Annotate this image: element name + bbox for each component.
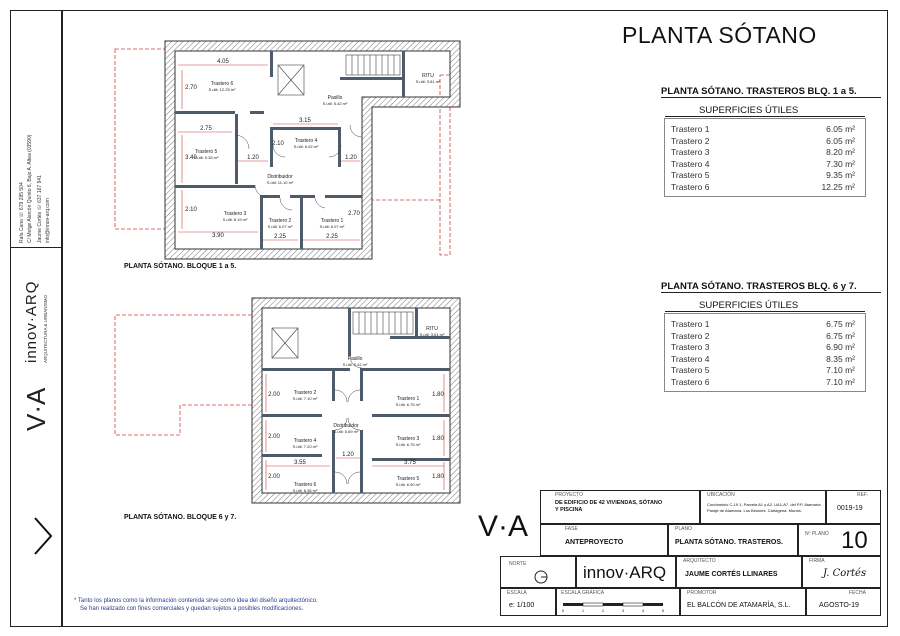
plano-label: PLANO xyxy=(675,526,692,532)
table-row xyxy=(671,377,855,388)
row-name: Trastero 2 xyxy=(671,330,710,341)
sidebar-divider xyxy=(11,247,61,248)
row-name: Trastero 4 xyxy=(671,353,710,364)
table-row xyxy=(671,159,855,170)
row-value: 8.20 m² xyxy=(826,147,855,157)
row-value: 8.35 m² xyxy=(826,353,855,364)
sidebar-contact-3: Jaume Cortés ☏ 637 167 941 xyxy=(37,175,43,243)
scale-tick-label: 2 xyxy=(601,608,605,613)
block2-section-title: PLANTA SÓTANO. TRASTEROS BLQ. 6 y 7. xyxy=(661,281,857,292)
page-title: PLANTA SÓTANO xyxy=(622,22,817,48)
room-area: S.útil: 6.90 m² xyxy=(395,482,421,487)
stair-icon xyxy=(346,55,400,75)
scale-tick-label: 4 xyxy=(641,608,645,613)
fase-label: FASE xyxy=(565,526,578,532)
escala-grafica-cell xyxy=(556,588,680,616)
row-name: Trastero 2 xyxy=(671,135,710,146)
firma-signature: J. Cortés xyxy=(823,568,867,579)
sidebar-panel xyxy=(10,10,62,627)
ref-value: 0019-19 xyxy=(837,505,863,512)
row-value: 7.10 m² xyxy=(826,376,855,387)
room-area: S.útil: 6.75 m² xyxy=(395,442,421,447)
sidebar-contact-2: C/ Metge Alarcón Quinto 6, Bajo A. Altea (03590) xyxy=(27,134,33,243)
table-row xyxy=(671,147,855,158)
row-name: Trastero 5 xyxy=(671,170,710,180)
dim-label: 3.15 xyxy=(299,118,311,124)
proyecto-cell xyxy=(540,490,700,524)
ubicacion-label: UBICACIÓN xyxy=(707,492,735,498)
ref-cell xyxy=(826,490,881,524)
proyecto-line2: Y PISCINA xyxy=(555,507,583,513)
room-area: S.útil: 8.19 m² xyxy=(222,217,248,222)
promotor-cell xyxy=(680,588,806,616)
scale-tick-label: 3 xyxy=(621,608,625,613)
room-name: RITU xyxy=(426,326,438,332)
ref-label: REF. xyxy=(857,492,868,498)
escala-value: e: 1/100 xyxy=(509,602,535,609)
stair-icon xyxy=(353,312,413,334)
plano-value: PLANTA SÓTANO. TRASTEROS. xyxy=(675,539,783,546)
room-area: S.útil: 6.75 m² xyxy=(395,402,421,407)
dim-label: 1.20 xyxy=(342,452,354,458)
room-area: S.útil: 3.61 m² xyxy=(415,79,441,84)
block2-title-rule xyxy=(661,292,881,293)
room-area: S.útil: 5.69 m² xyxy=(333,429,359,434)
norte-cell xyxy=(500,556,576,588)
arquitecto-label: ARQUITECTO xyxy=(683,558,716,564)
door-swing-icon xyxy=(335,356,362,484)
room-name: Trastero 5 xyxy=(396,476,420,482)
row-name: Trastero 3 xyxy=(671,342,710,352)
row-value: 7.10 m² xyxy=(826,365,855,375)
sidebar-contact-4: info@innov-arq.com xyxy=(45,198,51,243)
dim-label: 2.25 xyxy=(326,234,338,240)
escala-label: ESCALA xyxy=(507,590,527,596)
dim-label: 1.20 xyxy=(345,155,357,161)
dim-label: 2.00 xyxy=(268,434,280,440)
room-area: S.útil: 12.25 m² xyxy=(208,87,236,92)
row-name: Trastero 1 xyxy=(671,124,710,134)
sidebar-brand-tag: ARQUITECTURA & URBANISMO xyxy=(43,294,48,363)
row-value: 7.30 m² xyxy=(826,158,855,169)
dim-label: 2.10 xyxy=(185,207,197,213)
room-area: S.útil: 7.20 m² xyxy=(292,444,318,449)
dim-label: 2.70 xyxy=(185,85,197,91)
row-value: 6.05 m² xyxy=(826,124,855,134)
dim-label: 4.05 xyxy=(217,59,229,65)
ubicacion-line1: Condominio C-19.1, Parcela A1 y A2. UA1-A7. del P.P. Atamaría. xyxy=(707,502,822,507)
fecha-label: FECHA xyxy=(849,590,866,596)
block1-table-title-rule xyxy=(665,116,865,117)
table-row xyxy=(671,170,855,181)
row-value: 6.90 m² xyxy=(826,342,855,352)
sidebar-contact-1: Rafa Cano ☏ 679 285 504 xyxy=(19,182,25,243)
table-row xyxy=(671,319,855,330)
room-name: Trastero 2 xyxy=(268,218,292,224)
row-value: 6.05 m² xyxy=(826,135,855,146)
proyecto-line1: DE EDIFICIO DE 42 VIVIENDAS, SÓTANO xyxy=(555,500,663,506)
dim-label: 1.80 xyxy=(432,436,444,442)
sidebar-chevron-mark xyxy=(31,516,57,556)
block1-title-rule xyxy=(661,97,881,98)
title-block-logo: V·A xyxy=(478,510,529,543)
escala-cell xyxy=(500,588,556,616)
room-name: Pasillo xyxy=(347,356,363,362)
table-row xyxy=(671,182,855,193)
room-area: S.útil: 7.10 m² xyxy=(292,396,318,401)
room-area: S.útil: 3.61 m² xyxy=(419,332,445,337)
table-row xyxy=(671,365,855,376)
fase-value: ANTEPROYECTO xyxy=(565,539,624,546)
promotor-value: EL BALCÓN DE ATAMARÍA, S.L. xyxy=(687,602,791,609)
room-name: Trastero 4 xyxy=(293,438,317,444)
room-area: S.útil: 5.42 m² xyxy=(322,101,348,106)
room-area: S.útil: 5.42 m² xyxy=(342,362,368,367)
row-name: Trastero 6 xyxy=(671,376,710,387)
dim-label: 3.40 xyxy=(185,155,197,161)
dim-label: 1.20 xyxy=(247,155,259,161)
row-name: Trastero 4 xyxy=(671,158,710,169)
table-row xyxy=(671,354,855,365)
disclaimer-note-line2: Se han realizado con fines comerciales y quedan sujetos a posibles modificaciones. xyxy=(80,606,304,612)
scale-tick-label: 5 xyxy=(661,608,665,613)
nplano-value: 10 xyxy=(841,527,868,554)
room-name: Trastero 6 xyxy=(293,482,317,488)
row-name: Trastero 6 xyxy=(671,181,710,192)
dim-label: 3.75 xyxy=(404,460,416,466)
room-area: S.útil: 6.07 m² xyxy=(267,224,293,229)
fecha-value: AGOSTO-19 xyxy=(819,602,859,609)
dim-label: 3.55 xyxy=(294,460,306,466)
scale-tick-label: 1 xyxy=(581,608,585,613)
row-value: 9.35 m² xyxy=(826,170,855,180)
fase-cell xyxy=(540,524,668,556)
room-name: Trastero 4 xyxy=(294,138,318,144)
row-value: 6.75 m² xyxy=(826,330,855,341)
arquitecto-value: JAUME CORTÉS LLINARES xyxy=(685,571,778,578)
arquitecto-cell xyxy=(676,556,802,588)
block2-surface-table xyxy=(664,313,866,392)
room-area: S.útil: 8.36 m² xyxy=(292,488,318,493)
row-name: Trastero 3 xyxy=(671,147,710,157)
row-name: Trastero 5 xyxy=(671,365,710,375)
red-outline xyxy=(115,315,252,435)
ubicacion-line2: Paraje de Atamaría. Los Belones. Cartagena. Murcia. xyxy=(707,508,802,513)
block2-table-title: SUPERFICIES ÚTILES xyxy=(699,300,799,311)
elevator-icon xyxy=(278,65,304,95)
dim-label: 2.00 xyxy=(268,474,280,480)
sidebar-brand: innov·ARQ xyxy=(23,280,40,363)
brand-cell xyxy=(576,556,676,588)
dim-label: 2.75 xyxy=(200,126,212,132)
room-name: Trastero 6 xyxy=(210,81,234,87)
block2-table-title-rule xyxy=(665,311,865,312)
room-area: S.útil: 6.02 m² xyxy=(293,144,319,149)
room-name: Distribuidor xyxy=(267,174,293,180)
row-value: 6.75 m² xyxy=(826,319,855,329)
dim-label: 2.70 xyxy=(348,211,360,217)
row-value: 12.25 m² xyxy=(821,181,855,192)
room-name: Pasillo xyxy=(327,95,343,101)
table-row xyxy=(671,342,855,353)
elevator-icon xyxy=(272,328,298,358)
room-name: Trastero 3 xyxy=(396,436,420,442)
north-arrow-icon xyxy=(533,569,549,585)
room-name: Distribuidor xyxy=(333,423,359,429)
promotor-label: PROMOTOR xyxy=(687,590,717,596)
table-row xyxy=(671,331,855,342)
sidebar-logo: V·A xyxy=(21,387,51,431)
room-area: S.útil: 6.07 m² xyxy=(319,224,345,229)
room-name: RITU xyxy=(422,73,434,79)
proyecto-label: PROYECTO xyxy=(555,492,583,498)
block1-table-title: SUPERFICIES ÚTILES xyxy=(699,105,799,116)
room-name: Trastero 1 xyxy=(320,218,344,224)
floor-plan-block1 xyxy=(110,35,455,270)
disclaimer-note-line1: * Tanto los planos como la información contenida sirve como idea del diseño arquitectónico. xyxy=(74,598,318,604)
room-name: Trastero 3 xyxy=(223,211,247,217)
room-name: Trastero 1 xyxy=(396,396,420,402)
dim-label: 2.25 xyxy=(274,234,286,240)
escala-grafica-label: ESCALA GRÁFICA xyxy=(561,590,605,596)
dim-label: 2.00 xyxy=(268,392,280,398)
block1-surface-table xyxy=(664,118,866,197)
block1-section-title: PLANTA SÓTANO. TRASTEROS BLQ. 1 a 5. xyxy=(661,86,857,97)
graphic-scale-bar xyxy=(563,601,675,613)
block1-plan-label: PLANTA SÓTANO. BLOQUE 1 a 5. xyxy=(124,263,237,270)
dim-label: 2.10 xyxy=(272,141,284,147)
title-block-brand: innov·ARQ xyxy=(583,563,667,582)
nplano-label: Nº PLANO xyxy=(805,531,829,537)
room-name: Trastero 2 xyxy=(293,390,317,396)
floor-plan-block2 xyxy=(110,290,465,515)
norte-label: NORTE xyxy=(509,561,527,567)
dim-label: 1.80 xyxy=(432,474,444,480)
fecha-cell xyxy=(806,588,881,616)
block2-plan-label: PLANTA SÓTANO. BLOQUE 6 y 7. xyxy=(124,514,237,521)
scale-tick-label: 0 xyxy=(561,608,565,613)
room-area: S.útil: 11.10 m² xyxy=(266,180,294,185)
firma-label: FIRMA xyxy=(809,558,825,564)
table-row xyxy=(671,136,855,147)
plano-cell xyxy=(668,524,798,556)
dim-label: 3.90 xyxy=(212,233,224,239)
ubicacion-cell xyxy=(700,490,826,524)
room-area: S.útil: 9.35 m² xyxy=(193,155,219,160)
row-name: Trastero 1 xyxy=(671,319,710,329)
dim-label: 1.80 xyxy=(432,392,444,398)
firma-cell xyxy=(802,556,881,588)
table-row xyxy=(671,124,855,135)
room-name: Trastero 5 xyxy=(194,149,218,155)
nplano-cell xyxy=(798,524,881,556)
